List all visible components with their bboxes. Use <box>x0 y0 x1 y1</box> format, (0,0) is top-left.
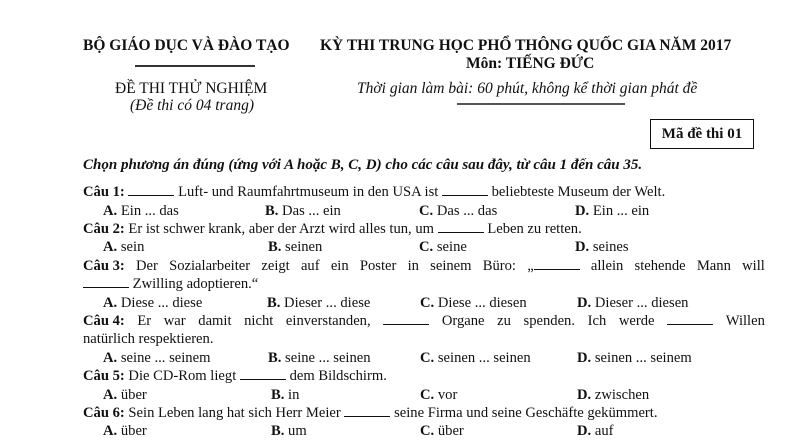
option-c[interactable]: C. vor <box>420 387 458 403</box>
ministry-name: BỘ GIÁO DỤC VÀ ĐÀO TẠO <box>83 37 290 54</box>
option-b[interactable]: B. seinen <box>268 239 323 255</box>
answer-blank <box>442 183 488 196</box>
exam-type: ĐỀ THI THỬ NGHIỆM <box>115 80 268 97</box>
option-a[interactable]: A. Diese ... diese <box>103 295 203 311</box>
question-6: Câu 6: Sein Leben lang hat sich Herr Meier seine Firma und seine Geschäfte gekümmert. <box>83 405 658 421</box>
duration-underline <box>457 103 625 105</box>
question-3-continued: Zwilling adoptieren.“ <box>83 275 763 293</box>
question-text: Luft- und Raumfahrtmuseum in den USA ist <box>178 184 439 200</box>
instruction: Chọn phương án đúng (ứng với A hoặc B, C, D) cho các câu sau đây, từ câu 1 đến câu 35. <box>83 157 643 173</box>
option-d[interactable]: D. Dieser ... diesen <box>577 295 689 311</box>
question-label: Câu 6: <box>83 405 125 421</box>
option-b[interactable]: B. Dieser ... diese <box>267 295 371 311</box>
exam-code-box <box>650 119 754 149</box>
question-2 <box>83 220 763 238</box>
question-label: Câu 2: <box>83 221 125 237</box>
question-text: Er ist schwer krank, aber der Arzt wird alles tun, um <box>128 221 434 237</box>
option-d[interactable]: D. zwischen <box>577 387 650 403</box>
option-c[interactable]: C. Das ... das <box>419 203 498 219</box>
option-b[interactable]: B. in <box>271 387 300 403</box>
option-a[interactable]: A. über <box>103 387 147 403</box>
question-text: beliebteste Museum der Welt. <box>491 184 666 200</box>
option-a[interactable]: A. Ein ... das <box>103 203 179 219</box>
answer-blank <box>128 183 174 196</box>
exam-duration: Thời gian làm bài: 60 phút, không kể thời gian phát đề <box>357 80 698 97</box>
option-a[interactable]: A. über <box>103 423 147 439</box>
option-a[interactable]: A. sein <box>103 239 145 255</box>
question-3: Câu 3: Der Sozialarbeiter zeigt auf ein Poster in seinem Büro: „ allein stehende Mann will <box>83 258 765 274</box>
question-text: Leben zu retten. <box>487 221 582 237</box>
option-a[interactable]: A. seine ... seinem <box>103 350 211 366</box>
option-d[interactable]: D. seines <box>575 239 629 255</box>
option-b[interactable]: B. Das ... ein <box>265 203 341 219</box>
answer-blank <box>383 312 429 325</box>
option-c[interactable]: C. seinen ... seinen <box>420 350 531 366</box>
question-label: Câu 1: <box>83 184 125 200</box>
option-d[interactable]: D. auf <box>577 423 614 439</box>
question-label: Câu 4: <box>83 313 125 329</box>
question-label: Câu 3: <box>83 258 125 274</box>
answer-blank <box>667 312 713 325</box>
option-c[interactable]: C. Diese ... diesen <box>420 295 527 311</box>
exam-title: KỲ THI TRUNG HỌC PHỔ THÔNG QUỐC GIA NĂM 2017 <box>320 37 732 54</box>
ministry-underline <box>135 65 255 67</box>
answer-blank <box>534 257 580 270</box>
question-4-continued: natürlich respektieren. <box>83 331 214 347</box>
option-c[interactable]: C. seine <box>419 239 467 255</box>
exam-code: Mã đề thi 01 <box>661 125 743 142</box>
question-4: Câu 4: Er war damit nicht einverstanden, Organe zu spenden. Ich werde Willen <box>83 313 765 329</box>
answer-blank <box>344 404 390 417</box>
question-label: Câu 5: <box>83 368 125 384</box>
answer-blank <box>83 275 129 288</box>
question-1 <box>83 183 763 201</box>
option-b[interactable]: B. seine ... seinen <box>268 350 371 366</box>
option-c[interactable]: C. über <box>420 423 464 439</box>
option-d[interactable]: D. seinen ... seinem <box>577 350 692 366</box>
subject-title: Môn: TIẾNG ĐỨC <box>466 55 595 72</box>
answer-blank <box>240 367 286 380</box>
option-d[interactable]: D. Ein ... ein <box>575 203 650 219</box>
answer-blank <box>438 220 484 233</box>
page-count: (Đề thi có 04 trang) <box>130 97 254 114</box>
question-5: Câu 5: Die CD-Rom liegt dem Bildschirm. <box>83 368 387 384</box>
option-b[interactable]: B. um <box>271 423 307 439</box>
